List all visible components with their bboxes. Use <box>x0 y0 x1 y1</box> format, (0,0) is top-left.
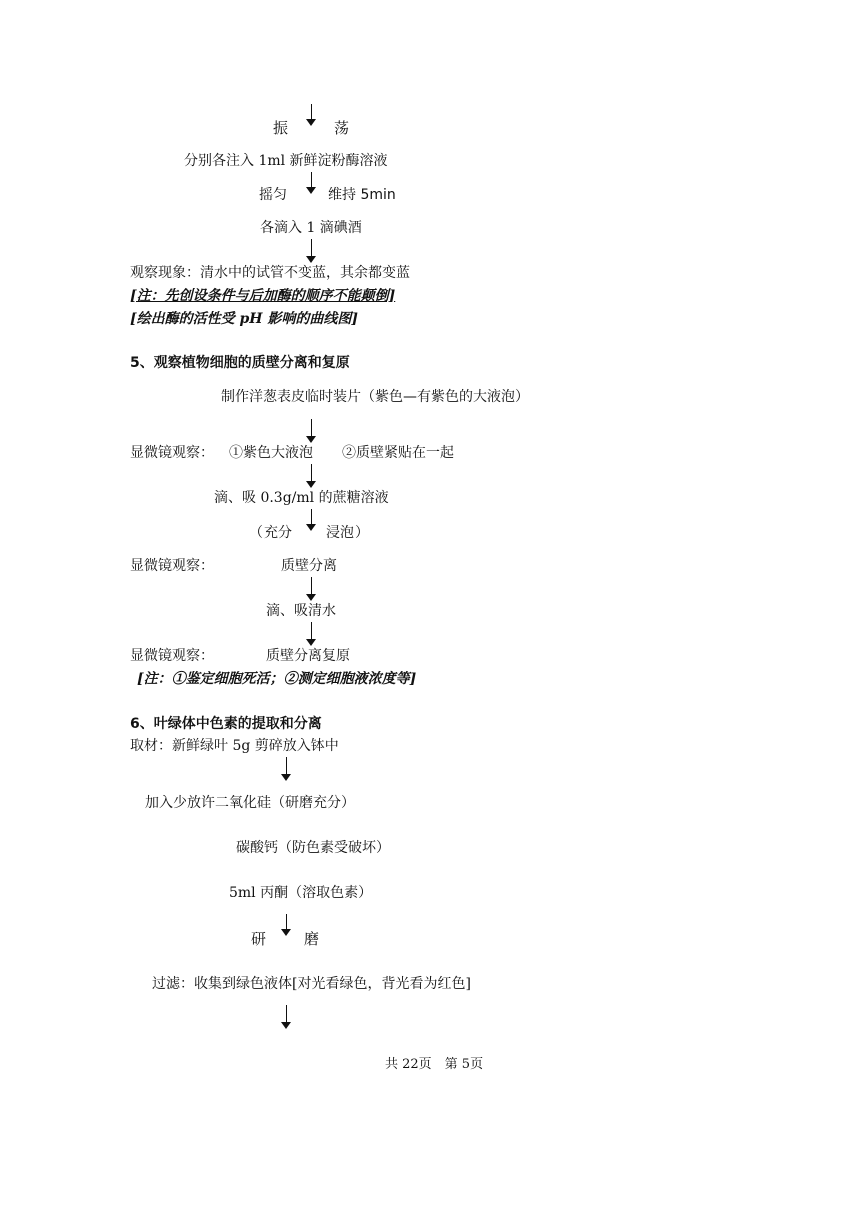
step-drip-sucrose: 滴、吸 0.3g/ml 的蔗糖溶液 <box>214 490 389 506</box>
obs2-label: 显微镜观察： <box>130 558 214 574</box>
soak-close: ） <box>355 525 369 541</box>
step-add-sio2 <box>145 794 355 812</box>
step-add-sio2-purpose: 研磨充分 <box>285 795 341 811</box>
step-add-caco3-text: 碳酸钙（ <box>236 840 292 856</box>
note-order: [注：先创设条件与后加酶的顺序不能颠倒] <box>130 288 396 304</box>
step-drip-water: 滴、吸清水 <box>266 603 336 619</box>
step-add-sio2-text: 加入少放许二氧化硅（ <box>145 795 285 811</box>
obs1-wall-attached: ②质壁紧贴在一起 <box>342 445 454 461</box>
step-add-caco3-end: ） <box>376 840 390 856</box>
step-mix: 摇匀 <box>259 187 287 203</box>
step-grind-a: 研 <box>251 930 267 948</box>
note-ph-curve <box>130 310 358 328</box>
obs3-label: 显微镜观察： <box>130 648 214 664</box>
step-filter-end: ] <box>465 976 471 992</box>
step-grind-b: 磨 <box>304 930 320 948</box>
down-arrow-icon <box>306 509 318 531</box>
step-make-slide-note: 紫色—有紫色的大液泡 <box>375 389 515 405</box>
soak-open: （ <box>249 525 263 541</box>
step-material: 取材：新鲜绿叶 5g 剪碎放入钵中 <box>130 738 339 754</box>
section-6-heading: 6、叶绿体中色素的提取和分离 <box>130 716 322 732</box>
step-make-slide <box>221 388 529 406</box>
obs2-plasmolysis: 质壁分离 <box>281 558 337 574</box>
page-footer: 共 22页 第 5页 <box>385 1057 484 1072</box>
step-iodine: 各滴入 1 滴碘酒 <box>260 220 362 236</box>
note-ph-curve-b: 影响的曲线图] <box>262 311 359 327</box>
observation-result: 观察现象：清水中的试管不变蓝，其余都变蓝 <box>130 265 410 281</box>
note-ph-curve-ph: pH <box>239 311 263 327</box>
step-shake-a: 振 <box>273 119 289 137</box>
obs1-purple-vacuole: ①紫色大液泡 <box>229 445 313 461</box>
soak-immerse: 浸泡 <box>326 525 354 541</box>
step-make-slide-end: ） <box>515 389 529 405</box>
step-add-acetone-end: ） <box>358 885 373 901</box>
down-arrow-icon <box>281 757 293 781</box>
down-arrow-icon <box>306 172 318 194</box>
step-keep-5min: 维持 5min <box>328 187 396 203</box>
down-arrow-icon <box>281 914 293 936</box>
step-add-caco3 <box>236 839 390 857</box>
step-filter-text: 过滤：收集到绿色液体[ <box>152 976 298 992</box>
step-add-sio2-end: ） <box>341 795 355 811</box>
step-filter <box>152 975 471 993</box>
down-arrow-icon <box>306 622 318 646</box>
down-arrow-icon <box>306 464 318 488</box>
soak-fully: 充分 <box>264 525 292 541</box>
section-5-note: [注：①鉴定细胞死活；②测定细胞液浓度等] <box>137 671 417 687</box>
note-ph-curve-a: [绘出酶的活性受 <box>130 311 240 327</box>
obs1-label: 显微镜观察： <box>130 445 214 461</box>
down-arrow-icon <box>281 1005 293 1029</box>
step-add-amylase: 分别各注入 1ml 新鲜淀粉酶溶液 <box>184 153 388 169</box>
step-add-acetone <box>229 884 372 902</box>
down-arrow-icon <box>306 577 318 601</box>
step-add-caco3-purpose: 防色素受破坏 <box>292 840 376 856</box>
down-arrow-icon <box>306 419 318 443</box>
down-arrow-icon <box>306 104 318 126</box>
step-add-acetone-purpose: 溶取色素 <box>302 885 359 901</box>
step-add-acetone-text: 5ml 丙酮（ <box>229 885 303 901</box>
down-arrow-icon <box>306 239 318 263</box>
step-shake-b: 荡 <box>334 119 350 137</box>
section-5-heading: 5、观察植物细胞的质壁分离和复原 <box>130 355 350 371</box>
obs3-recovery: 质壁分离复原 <box>266 648 350 664</box>
step-make-slide-text: 制作洋葱表皮临时装片（ <box>221 389 375 405</box>
step-filter-note: 对光看绿色，背光看为红色 <box>297 976 466 992</box>
